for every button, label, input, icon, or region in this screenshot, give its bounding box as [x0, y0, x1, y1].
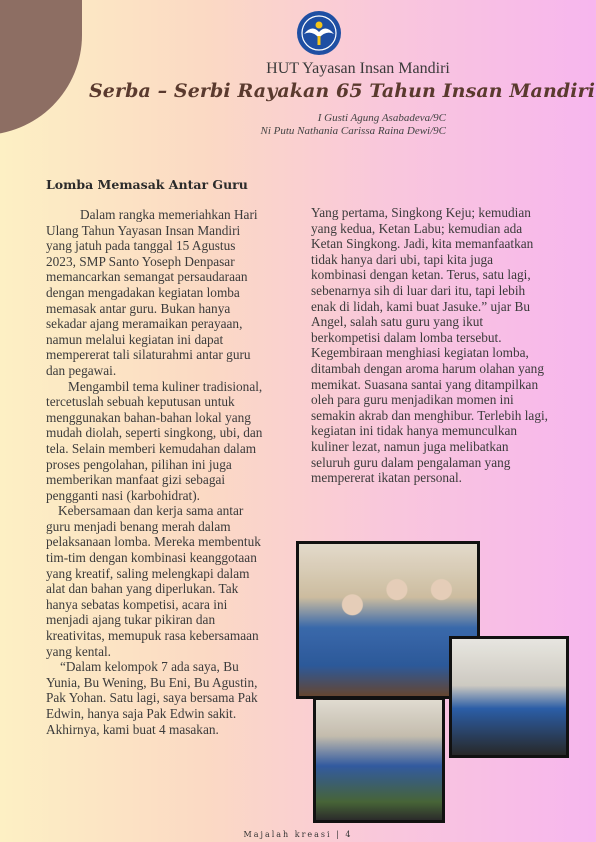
tut-wuri-handayani-logo-icon	[296, 10, 342, 56]
author-list	[261, 112, 447, 138]
paragraph: “Dalam kelompok 7 ada saya, Bu Yunia, Bu Wening, Bu Eni, Bu Agustin, Pak Yohan. Satu lagi, saya bersama Pak Edwin, hanya saja Pak Edwin sakit. Akhirnya, kami buat 4 masakan.	[46, 659, 258, 737]
paragraph: Mengambil tema kuliner tradisional, tercetuslah sebuah keputusan untuk menggunakan bahan-bahan lokal yang mudah diolah, seperti singkong, ubi, dan tela. Selain memberi kemudahan dalam proses pengolahan, pilihan ini juga memberikan manfaat gizi sebagai pengganti nasi (karbohidrat).	[46, 378, 263, 503]
article-column-left	[46, 207, 268, 737]
author-name: I Gusti Agung Asabadeva/9C	[317, 112, 446, 124]
paragraph: Kebersamaan dan kerja sama antar guru menjadi benang merah dalam pelaksanaan lomba. Mereka membentuk tim-tim dengan kombinasi keanggotaan yang kreatif, saling melengkapi dalam alat dan bahan yang diperlukan. Tak hanya sebatas kompetisi, acara ini menjadi ajang tukar pikiran dan kreativitas, memupuk rasa kebersamaan yang kental.	[46, 503, 261, 659]
paragraph: Yang pertama, Singkong Keju; kemudian yang kedua, Ketan Labu; kemudian ada Ketan Singkong. Jadi, kita memanfaatkan tidak hanya dari ubi, tapi kita juga kombinasi dengan ketan. Terus, satu lagi, sebenarnya sih di luar dari itu, tapi lebih enak di lidah, kami buat Jasuke.” ujar Bu Angel, salah satu guru yang ikut berkompetisi dalam lomba tersebut. Kegembiraan menghiasi kegiatan lomba, ditambah dengan aroma harum olahan yang memikat. Suasana santai yang ditampilkan oleh para guru menjadikan momen ini semakin akrab dan menghibur. Terlebih lagi, kegiatan ini tidak hanya memunculkan kuliner lezat, namun juga melibatkan seluruh guru dalam pengalaman yang mempererat ikatan personal.	[311, 205, 548, 486]
page-footer: Majalah kreasi | 4	[243, 830, 353, 839]
cooking-competition-photo-stove	[313, 697, 445, 823]
article-column-right	[311, 205, 549, 486]
author-name: Ni Putu Nathania Carissa Raina Dewi/9C	[260, 125, 446, 137]
section-title: Lomba Memasak Antar Guru	[46, 177, 248, 192]
article-headline: Serba – Serbi Rayakan 65 Tahun Insan Mandiri	[88, 80, 596, 102]
organization-title: HUT Yayasan Insan Mandiri	[266, 60, 450, 77]
cooking-competition-photo-teachers	[449, 636, 569, 758]
paragraph: Dalam rangka memeriahkan Hari Ulang Tahun Yayasan Insan Mandiri yang jatuh pada tanggal 15 Agustus 2023, SMP Santo Yoseph Denpasar memancarkan semangat persaudaraan dengan mengadakan kegiatan lomba memasak antar guru. Bukan hanya sekadar ajang meramaikan perayaan, namun melalui kegiatan ini dapat mempererat tali silaturahmi antar guru dan pegawai.	[46, 207, 258, 378]
decorative-corner-shape	[0, 0, 82, 135]
